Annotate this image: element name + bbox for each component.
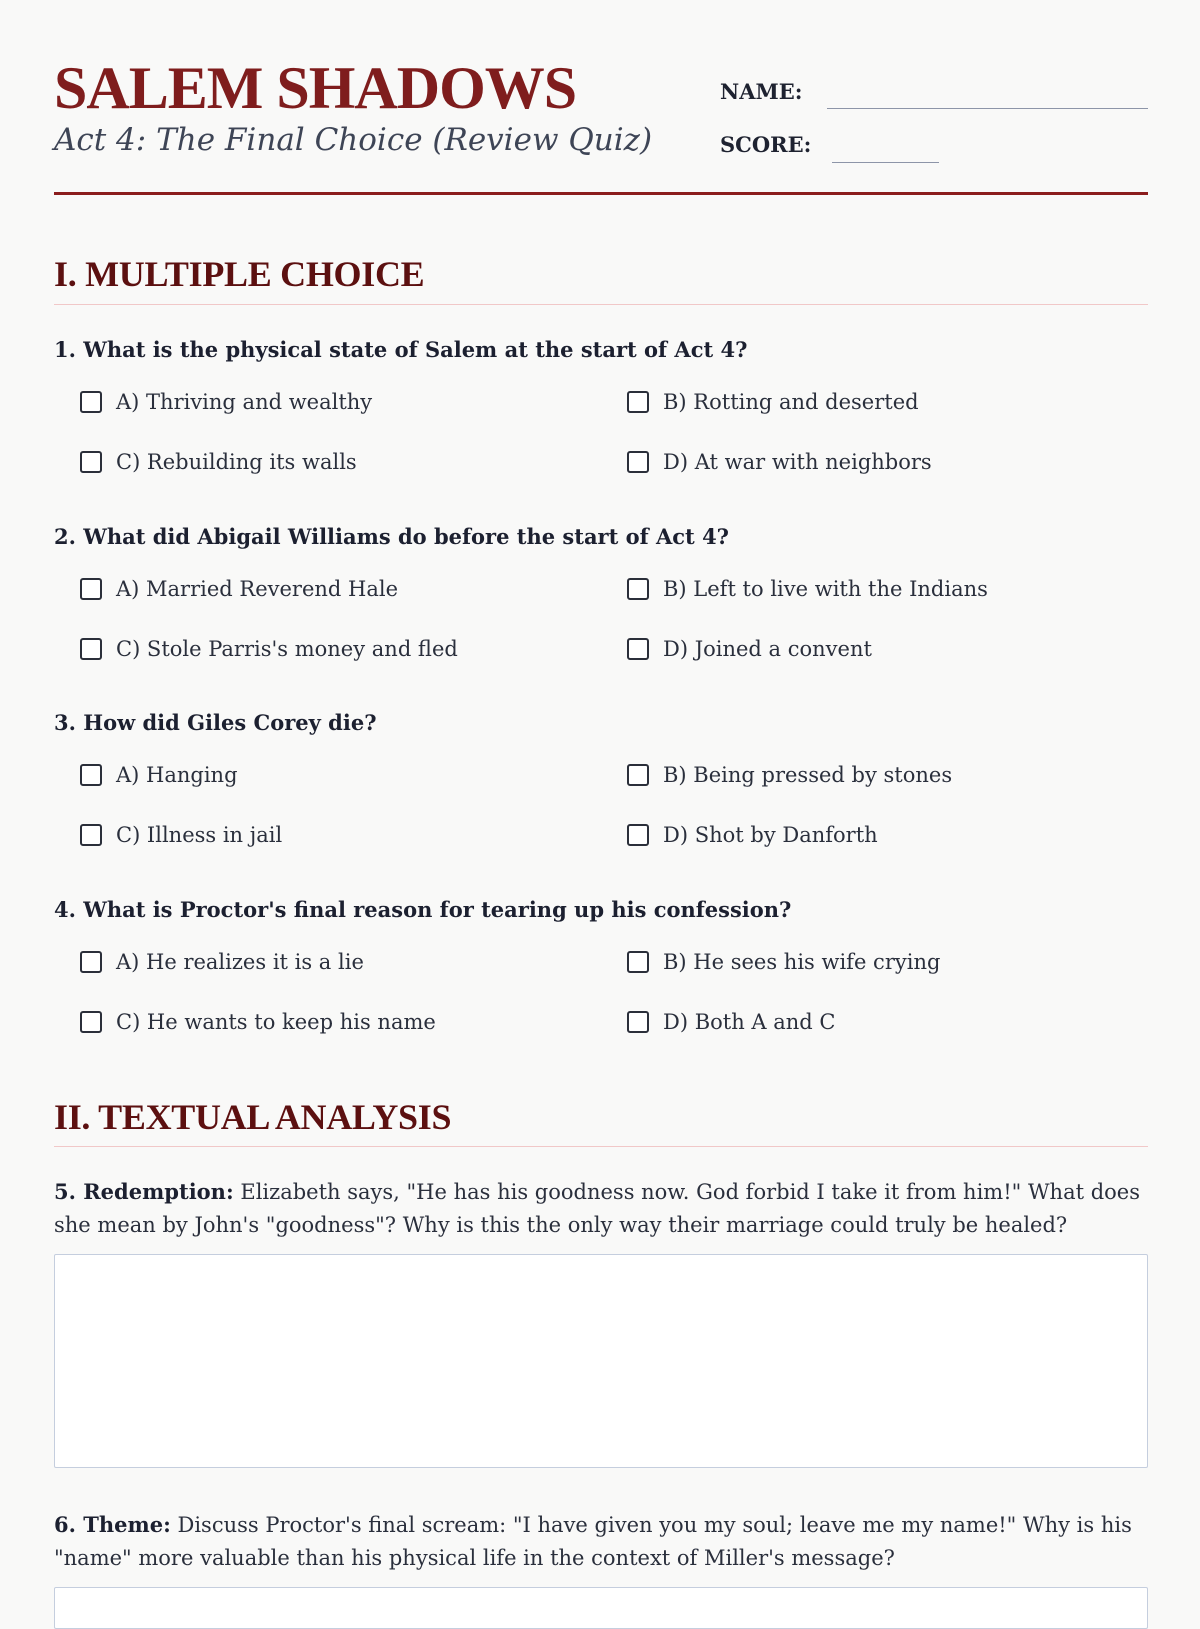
section-textual-analysis-title: II. TEXTUAL ANALYSIS <box>54 1097 452 1137</box>
question-2: 2. What did Abigail Williams do before the start of Act 4? <box>54 524 729 549</box>
option-label: C) Illness in jail <box>116 822 283 847</box>
option-label: A) Hanging <box>116 762 238 787</box>
quiz-title: SALEM SHADOWS <box>54 55 577 121</box>
checkbox[interactable] <box>627 451 649 473</box>
q1-option-d[interactable] <box>627 451 932 473</box>
question-5-text: Elizabeth says, "He has his goodness now. God forbid I take it from him!" What does she mean by John's "goodness"? Why is this the only way their marriage could truly be healed? <box>54 1180 1141 1237</box>
question-1: 1. What is the physical state of Salem at the start of Act 4? <box>54 337 748 362</box>
section-divider <box>54 1146 1148 1147</box>
checkbox[interactable] <box>80 764 102 786</box>
question-4: 4. What is Proctor's final reason for tearing up his confession? <box>54 897 792 922</box>
checkbox[interactable] <box>627 951 649 973</box>
option-label: B) Being pressed by stones <box>663 762 953 787</box>
checkbox[interactable] <box>80 824 102 846</box>
question-5-answer-box[interactable] <box>54 1254 1148 1468</box>
score-field[interactable] <box>832 162 939 163</box>
checkbox[interactable] <box>627 1011 649 1033</box>
checkbox[interactable] <box>80 1011 102 1033</box>
q2-option-d[interactable] <box>627 638 872 660</box>
option-label: B) Rotting and deserted <box>663 389 919 414</box>
option-label: C) Rebuilding its walls <box>116 449 357 474</box>
option-label: A) Married Reverend Hale <box>116 576 399 601</box>
name-field[interactable] <box>827 108 1148 109</box>
checkbox[interactable] <box>80 391 102 413</box>
header-divider <box>54 192 1148 195</box>
q4-option-c[interactable] <box>80 1011 436 1033</box>
score-label: SCORE: <box>720 132 812 157</box>
option-label: A) Thriving and wealthy <box>116 389 373 414</box>
checkbox[interactable] <box>627 638 649 660</box>
q1-option-a[interactable] <box>80 391 372 413</box>
quiz-subtitle: Act 4: The Final Choice (Review Quiz) <box>54 122 653 158</box>
question-3: 3. How did Giles Corey die? <box>54 710 377 735</box>
q4-option-d[interactable] <box>627 1011 836 1033</box>
option-label: A) He realizes it is a lie <box>116 949 364 974</box>
checkbox[interactable] <box>627 391 649 413</box>
option-label: B) Left to live with the Indians <box>663 576 988 601</box>
checkbox[interactable] <box>80 578 102 600</box>
checkbox[interactable] <box>627 764 649 786</box>
option-label: C) Stole Parris's money and fled <box>116 636 458 661</box>
checkbox[interactable] <box>80 951 102 973</box>
option-label: C) He wants to keep his name <box>116 1009 436 1034</box>
q2-option-b[interactable] <box>627 578 988 600</box>
checkbox[interactable] <box>80 451 102 473</box>
q4-option-a[interactable] <box>80 951 364 973</box>
checkbox[interactable] <box>627 578 649 600</box>
checkbox[interactable] <box>80 638 102 660</box>
checkbox[interactable] <box>627 824 649 846</box>
question-5-prompt <box>54 1175 1148 1242</box>
section-divider <box>54 304 1148 305</box>
name-label: NAME: <box>720 79 803 104</box>
section-multiple-choice-title: I. MULTIPLE CHOICE <box>54 254 425 294</box>
question-6-prompt <box>54 1508 1148 1575</box>
q1-option-b[interactable] <box>627 391 919 413</box>
q2-option-c[interactable] <box>80 638 458 660</box>
q3-option-d[interactable] <box>627 824 878 846</box>
q3-option-b[interactable] <box>627 764 952 786</box>
option-label: B) He sees his wife crying <box>663 949 941 974</box>
question-6-label: 6. Theme: <box>54 1512 171 1537</box>
question-5-label: 5. Redemption: <box>54 1179 234 1204</box>
option-label: D) Joined a convent <box>663 636 872 661</box>
question-6-text: Discuss Proctor's final scream: "I have given you my soul; leave me my name!" Why is his "name" more valuable than his physical life in the context of Miller's message? <box>54 1513 1132 1570</box>
question-6-answer-box[interactable] <box>54 1587 1148 1629</box>
q4-option-b[interactable] <box>627 951 940 973</box>
option-label: D) Shot by Danforth <box>663 822 878 847</box>
q3-option-a[interactable] <box>80 764 238 786</box>
q3-option-c[interactable] <box>80 824 282 846</box>
option-label: D) At war with neighbors <box>663 449 932 474</box>
option-label: D) Both A and C <box>663 1009 836 1034</box>
q2-option-a[interactable] <box>80 578 398 600</box>
q1-option-c[interactable] <box>80 451 357 473</box>
